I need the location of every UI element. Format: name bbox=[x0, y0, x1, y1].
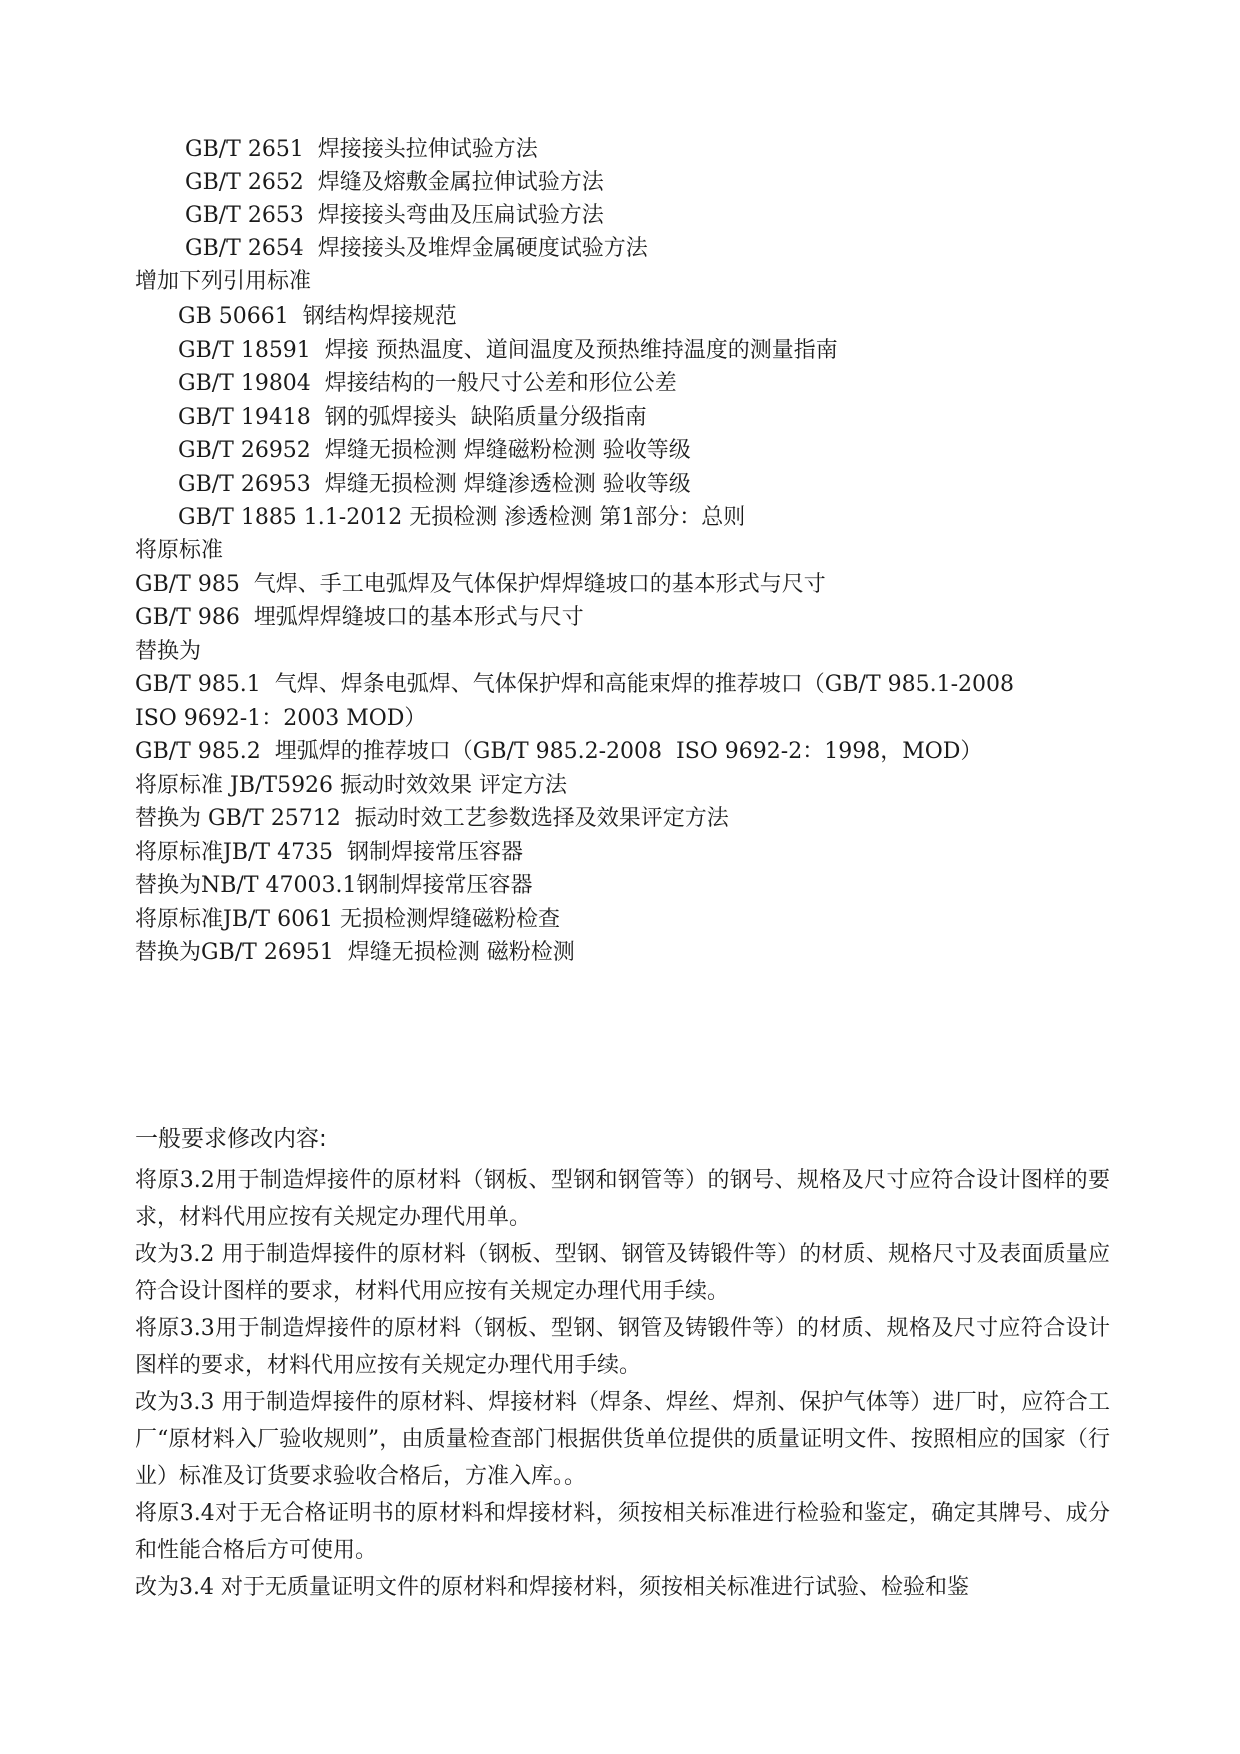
replacement-line: GB/T 986 埋弧焊焊缝坡口的基本形式与尺寸 bbox=[135, 605, 584, 630]
replacement-line: GB/T 985.1 气焊、焊条电弧焊、气体保护焊和高能束焊的推荐坡口（GB/T 985.1-2008 bbox=[135, 672, 1015, 697]
add-standards-heading: 增加下列引用标准 bbox=[135, 269, 312, 294]
paragraph: 将原3.4对于无合格证明书的原材料和焊接材料，须按相关标准进行检验和鉴定，确定其牌号、成分和性能合格后方可使用。 bbox=[135, 1501, 1110, 1563]
replacement-line: ISO 9692-1：2003 MOD） bbox=[135, 706, 427, 731]
replacement-line: 将原标准JB/T 4735 钢制焊接常压容器 bbox=[135, 840, 524, 865]
replacement-line: 替换为 GB/T 25712 振动时效工艺参数选择及效果评定方法 bbox=[135, 806, 729, 831]
section-heading: 一般要求修改内容: bbox=[135, 1126, 327, 1152]
standard-line: GB/T 26952 焊缝无损检测 焊缝磁粉检测 验收等级 bbox=[178, 438, 691, 463]
standard-line: GB/T 18591 焊接 预热温度、道间温度及预热维持温度的测量指南 bbox=[178, 338, 838, 363]
replacement-line: 将原标准 bbox=[135, 538, 224, 563]
standard-line: GB/T 1885 1.1-2012 无损检测 渗透检测 第1部分：总则 bbox=[178, 505, 746, 530]
replacement-line: 替换为 bbox=[135, 639, 202, 664]
paragraph: 改为3.2 用于制造焊接件的原材料（钢板、型钢、钢管及铸锻件等）的材质、规格尺寸及表面质量应符合设计图样的要求，材料代用应按有关规定办理代用手续。 bbox=[135, 1242, 1110, 1304]
paragraph: 改为3.4 对于无质量证明文件的原材料和焊接材料，须按相关标准进行试验、检验和鉴 bbox=[135, 1575, 969, 1600]
replacement-line: 将原标准 JB/T5926 振动时效效果 评定方法 bbox=[135, 773, 568, 798]
replacement-line: GB/T 985 气焊、手工电弧焊及气体保护焊焊缝坡口的基本形式与尺寸 bbox=[135, 572, 826, 597]
replacement-line: 替换为GB/T 26951 焊缝无损检测 磁粉检测 bbox=[135, 940, 575, 965]
standard-line: GB/T 2653 焊接接头弯曲及压扁试验方法 bbox=[185, 203, 604, 228]
paragraph: 将原3.3用于制造焊接件的原材料（钢板、型钢、钢管及铸锻件等）的材质、规格及尺寸应符合设计图样的要求，材料代用应按有关规定办理代用手续。 bbox=[135, 1316, 1110, 1378]
standard-line: GB/T 19418 钢的弧焊接头 缺陷质量分级指南 bbox=[178, 405, 647, 430]
replacement-line: GB/T 985.2 埋弧焊的推荐坡口（GB/T 985.2-2008 ISO 9692-2：1998，MOD） bbox=[135, 739, 983, 764]
standard-line: GB/T 26953 焊缝无损检测 焊缝渗透检测 验收等级 bbox=[178, 472, 691, 497]
replacement-line: 将原标准JB/T 6061 无损检测焊缝磁粉检查 bbox=[135, 907, 561, 932]
paragraph: 改为3.3 用于制造焊接件的原材料、焊接材料（焊条、焊丝、焊剂、保护气体等）进厂时，应符合工厂“原材料入厂验收规则”，由质量检查部门根据供货单位提供的质量证明文件、按照相应的国家（行业）标准及订货要求验收合格后，方准入库。。 bbox=[135, 1390, 1110, 1489]
standard-line: GB/T 2652 焊缝及熔敷金属拉伸试验方法 bbox=[185, 170, 604, 195]
replacement-line: 替换为NB/T 47003.1钢制焊接常压容器 bbox=[135, 873, 533, 898]
standard-line: GB/T 2651 焊接接头拉伸试验方法 bbox=[185, 137, 538, 162]
standard-line: GB/T 19804 焊接结构的一般尺寸公差和形位公差 bbox=[178, 371, 677, 396]
paragraph: 将原3.2用于制造焊接件的原材料（钢板、型钢和钢管等）的钢号、规格及尺寸应符合设计图样的要求，材料代用应按有关规定办理代用单。 bbox=[135, 1168, 1110, 1230]
standard-line: GB/T 2654 焊接接头及堆焊金属硬度试验方法 bbox=[185, 236, 648, 261]
standard-line: GB 50661 钢结构焊接规范 bbox=[178, 304, 457, 329]
